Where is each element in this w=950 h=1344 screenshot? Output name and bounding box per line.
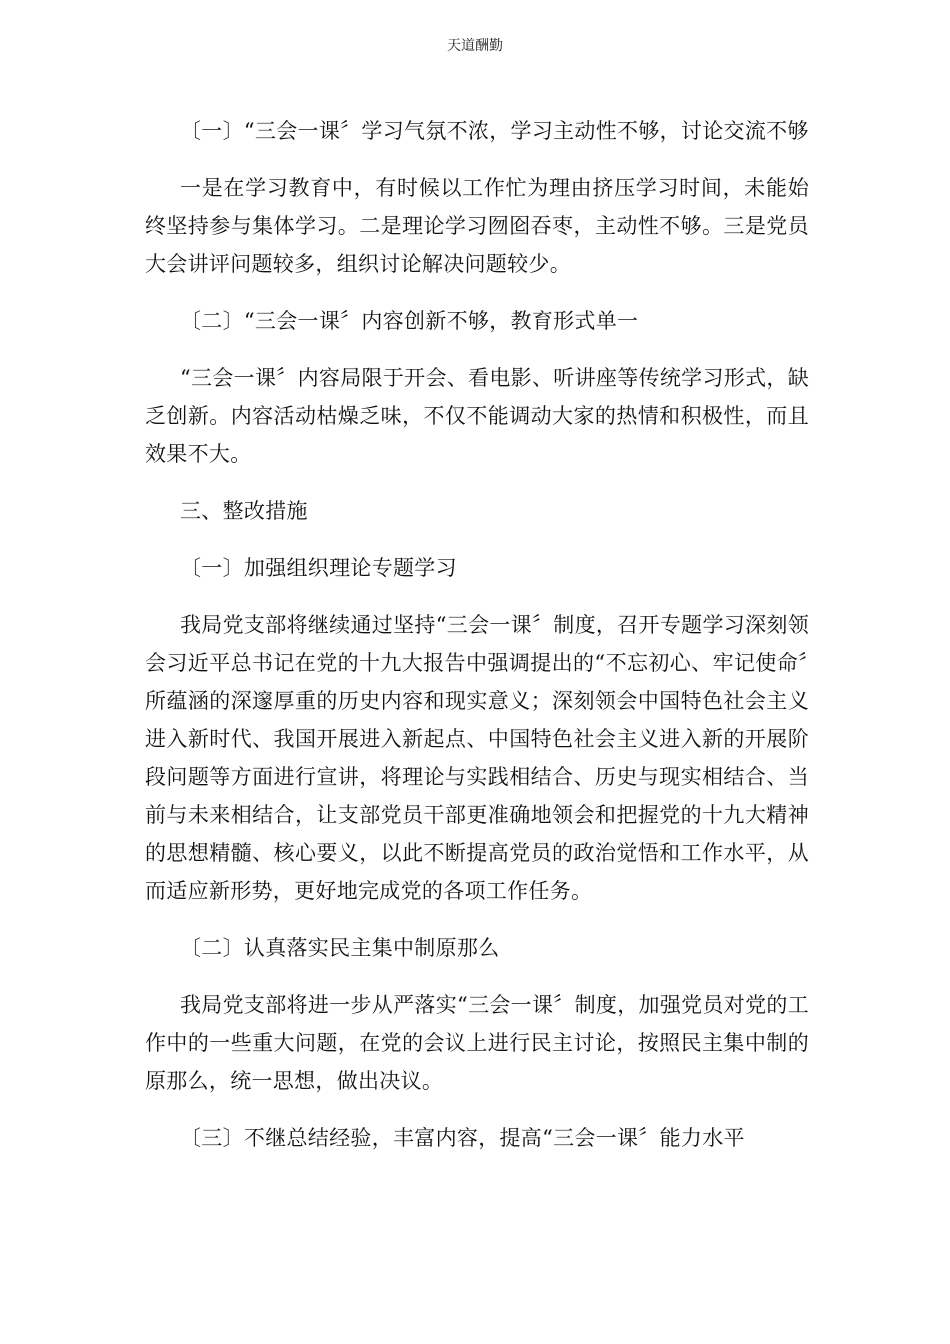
document-body xyxy=(145,112,809,1157)
heading-1-problem-atmosphere: 〔一〕“三会一课〞学习气氛不浓，学习主动性不够，讨论交流不够 xyxy=(180,119,809,143)
paragraph-measure-2: 我局党支部将进一步从严落实“三会一课〞制度，加强党员对党的工作中的一些重大问题，在党的会议上进行民主讨论，按照民主集中制的原那么，统一思想，做出决议。 xyxy=(145,993,809,1093)
page-header: 天道酬勤 xyxy=(447,38,503,54)
section-heading-measures: 三、整改措施 xyxy=(180,499,308,523)
heading-measure-2: 〔二〕认真落实民主集中制原那么 xyxy=(180,936,500,960)
paragraph-problem-atmosphere: 一是在学习教育中，有时候以工作忙为理由挤压学习时间，未能始终坚持参与集体学习。二是理论学习囫囵吞枣，主动性不够。三是党员大会讲评问题较多，组织讨论解决问题较少。 xyxy=(145,176,809,276)
heading-measure-1: 〔一〕加强组织理论专题学习 xyxy=(180,556,457,580)
heading-2-problem-innovation: 〔二〕“三会一课〞内容创新不够，教育形式单一 xyxy=(180,309,639,333)
paragraph-measure-1: 我局党支部将继续通过坚持“三会一课〞制度，召开专题学习深刻领会习近平总书记在党的十九大报告中强调提出的“不忘初心、牢记使命〞所蕴涵的深邃厚重的历史内容和现实意义；深刻领会中国特色社会主义进入新时代、我国开展进入新起点、中国特色社会主义进入新的开展阶段问题等方面进行宣讲，将理论与实践相结合、历史与现实相结合、当前与未来相结合，让支部党员干部更准确地领会和把握党的十九大精神的思想精髓、核心要义，以此不断提高党员的政治觉悟和工作水平，从而适应新形势，更好地完成党的各项工作任务。 xyxy=(145,613,809,903)
heading-measure-3: 〔三〕不继总结经验，丰富内容，提高“三会一课〞能力水平 xyxy=(180,1126,745,1150)
paragraph-problem-innovation: “三会一课〞内容局限于开会、看电影、听讲座等传统学习形式，缺乏创新。内容活动枯燥乏味，不仅不能调动大家的热情和积极性，而且效果不大。 xyxy=(145,366,809,466)
